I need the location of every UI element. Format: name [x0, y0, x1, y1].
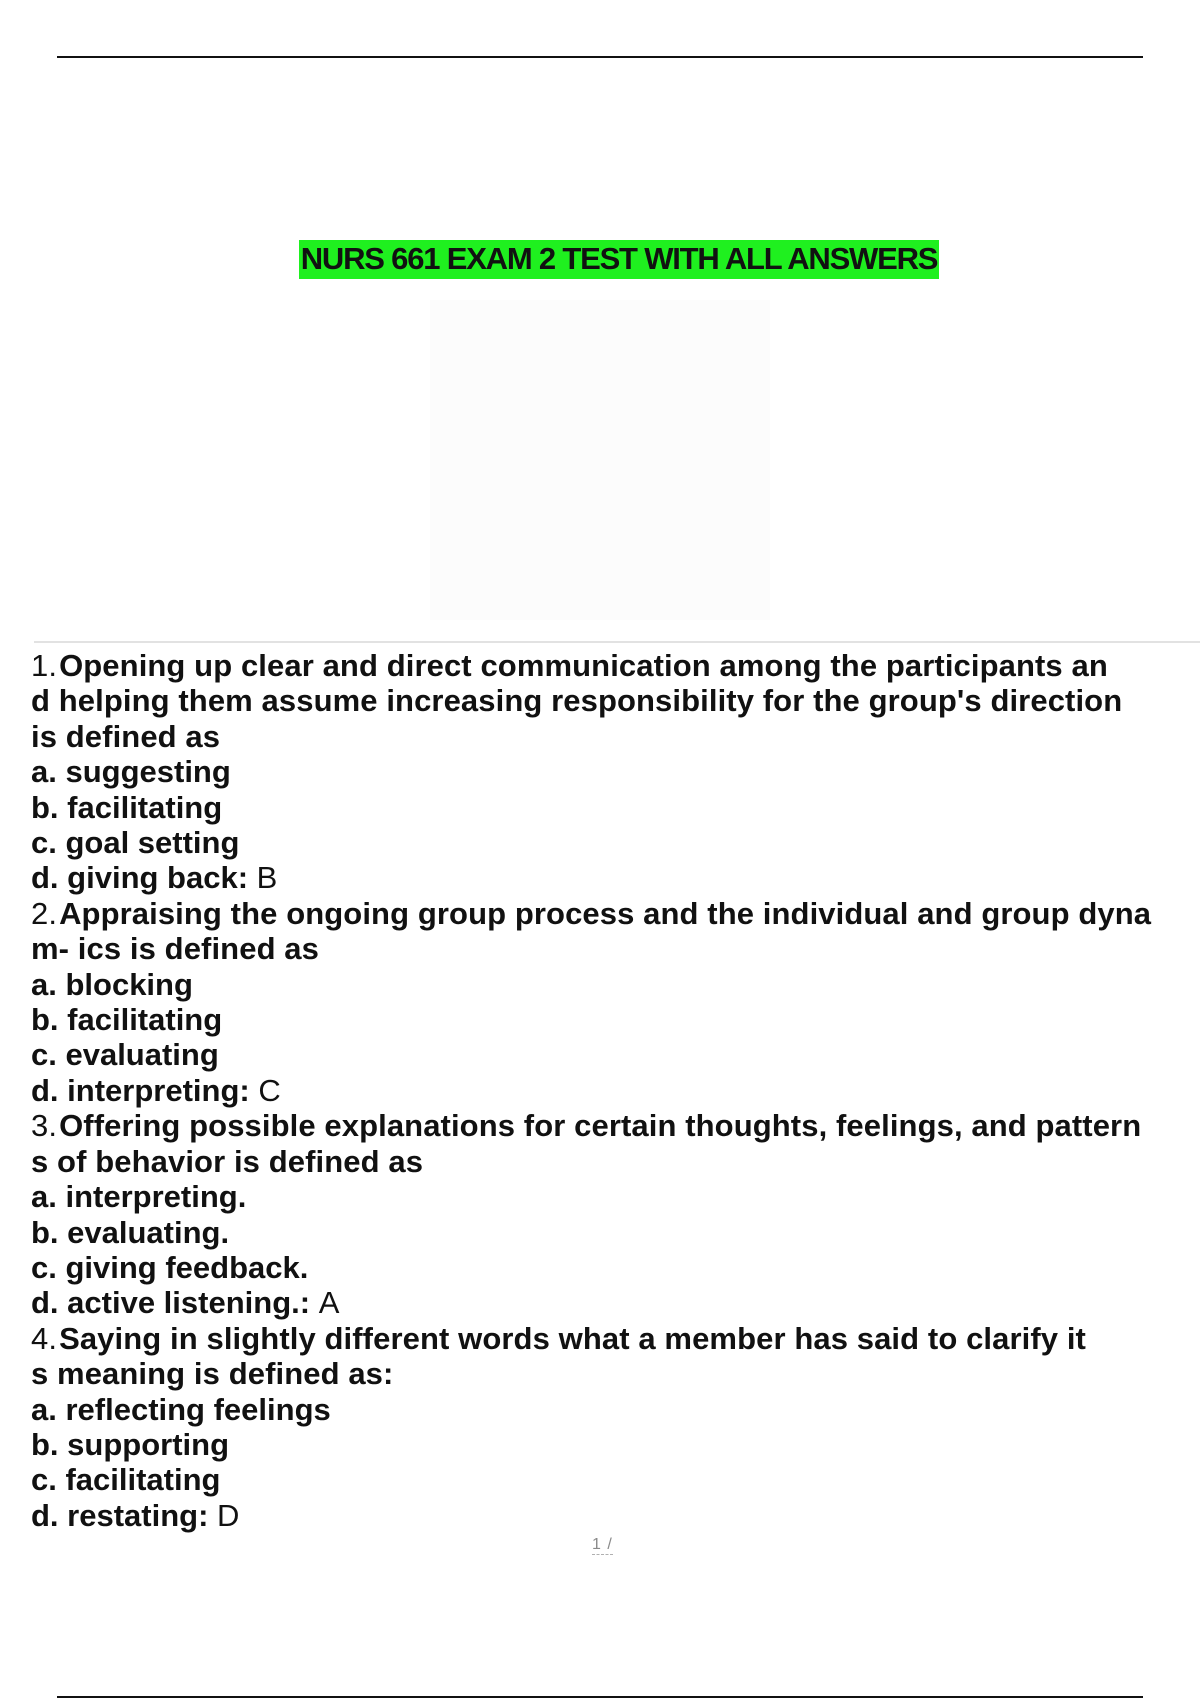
question-number: 2. — [31, 895, 58, 931]
section-divider — [34, 641, 1200, 643]
question-4 — [31, 1321, 1191, 1533]
option-c: c. facilitating — [31, 1462, 221, 1498]
answer-key: B — [256, 860, 278, 896]
stem-line: Saying in slightly different words what a member has said to clarify it — [59, 1320, 1086, 1356]
option-d: d. interpreting: — [31, 1072, 250, 1108]
stem-line: m- ics is defined as — [31, 931, 319, 967]
stem-line: s meaning is defined as: — [31, 1356, 394, 1392]
option-b: b. supporting — [31, 1426, 230, 1462]
option-c: c. giving feedback. — [31, 1249, 309, 1285]
answer-key: C — [258, 1072, 281, 1108]
question-list — [31, 648, 1191, 1533]
stem-line: s of behavior is defined as — [31, 1143, 424, 1179]
bottom-rule — [57, 1696, 1143, 1698]
stem-line: is defined as — [31, 718, 221, 754]
question-number: 1. — [31, 648, 58, 683]
page-number: 1 / — [592, 1536, 613, 1553]
question-3 — [31, 1108, 1191, 1320]
option-d-line — [31, 1498, 1191, 1533]
option-b: b. facilitating — [31, 789, 223, 825]
question-stem — [31, 1321, 1191, 1356]
answer-key: D — [217, 1497, 240, 1533]
option-d: d. restating: — [31, 1497, 209, 1533]
option-d-line — [31, 1285, 1191, 1320]
option-a: a. reflecting feelings — [31, 1391, 331, 1427]
option-c: c. evaluating — [31, 1037, 219, 1073]
option-d: d. active listening.: — [31, 1285, 311, 1321]
option-d-line — [31, 1073, 1191, 1108]
option-a: a. suggesting — [31, 754, 231, 790]
answer-key: A — [318, 1285, 340, 1321]
stem-line: Offering possible explanations for certain thoughts, feelings, and pattern — [59, 1108, 1142, 1144]
question-1 — [31, 648, 1191, 896]
stem-line: d helping them assume increasing responsibility for the group's direction — [31, 683, 1123, 719]
question-2 — [31, 896, 1191, 1108]
document-title: NURS 661 EXAM 2 TEST WITH ALL ANSWERS — [299, 240, 940, 279]
option-b: b. evaluating. — [31, 1214, 230, 1250]
option-b: b. facilitating — [31, 1002, 223, 1038]
top-rule — [57, 56, 1143, 58]
option-a: a. blocking — [31, 966, 193, 1002]
title-container — [0, 240, 1200, 279]
stem-line: Opening up clear and direct communication among the participants an — [59, 648, 1108, 683]
question-number: 3. — [31, 1108, 58, 1144]
option-d-line — [31, 860, 1191, 895]
option-c: c. goal setting — [31, 825, 240, 861]
question-number: 4. — [31, 1320, 58, 1356]
question-stem — [31, 1108, 1191, 1143]
option-a: a. interpreting. — [31, 1179, 247, 1215]
question-stem — [31, 896, 1191, 931]
watermark-area — [430, 300, 770, 620]
question-stem — [31, 648, 1191, 683]
stem-line: Appraising the ongoing group process and the individual and group dyna — [59, 895, 1152, 931]
option-d: d. giving back: — [31, 860, 249, 896]
